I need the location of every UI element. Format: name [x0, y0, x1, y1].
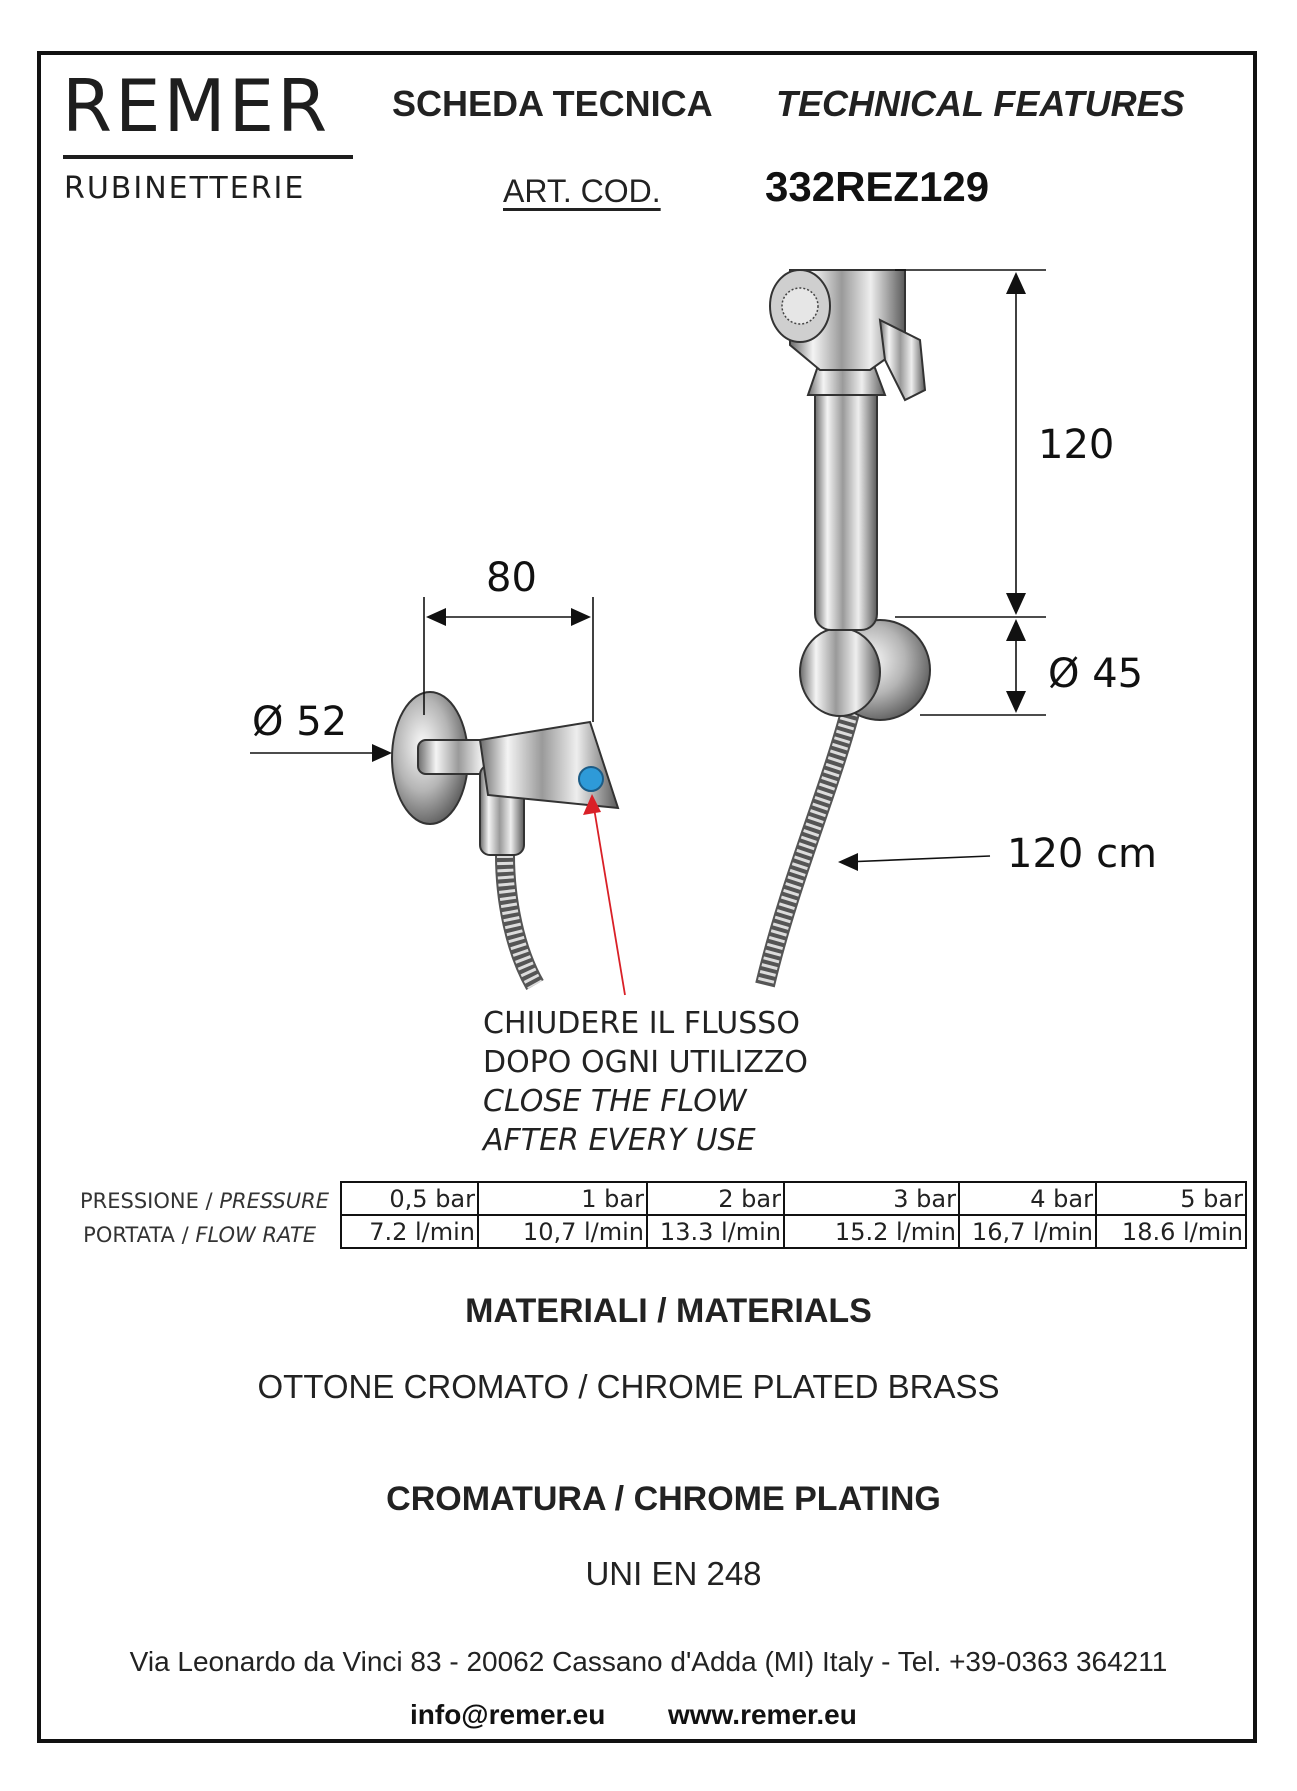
materials-value: OTTONE CROMATO / CHROME PLATED BRASS [257, 1368, 1000, 1405]
article-code-label: ART. COD. [503, 173, 661, 209]
dim-holder-diameter: Ø 45 [1048, 651, 1144, 697]
plating-heading: CROMATURA / CHROME PLATING [386, 1480, 941, 1518]
table-cell: 5 bar [1096, 1182, 1246, 1215]
email-link[interactable]: info@remer.eu [410, 1699, 606, 1730]
plating-value: UNI EN 248 [585, 1555, 762, 1592]
pressure-flow-table [340, 1181, 1247, 1249]
flow-rate-label: PORTATA / FLOW RATE [83, 1223, 316, 1247]
title-italian: SCHEDA TECNICA [392, 83, 713, 124]
usage-note [483, 1004, 808, 1160]
dimension-lines [250, 270, 1046, 862]
table-cell: 7.2 l/min [341, 1215, 478, 1248]
company-address: Via Leonardo da Vinci 83 - 20062 Cassano d'Adda (MI) Italy - Tel. +39-0363 364211 [129, 1646, 1168, 1677]
valve-button [579, 767, 603, 791]
title-english: TECHNICAL FEATURES [776, 83, 1185, 124]
table-row-flow [341, 1215, 1246, 1248]
brand-subtitle: RUBINETTERIE [64, 171, 306, 206]
table-cell: 18.6 l/min [1096, 1215, 1246, 1248]
note-line-4: AFTER EVERY USE [483, 1123, 756, 1158]
table-cell: 15.2 l/min [784, 1215, 959, 1248]
table-cell: 0,5 bar [341, 1182, 478, 1215]
table-cell: 1 bar [478, 1182, 647, 1215]
wall-holder [800, 620, 930, 720]
note-line-1: CHIUDERE IL FLUSSO [483, 1006, 800, 1041]
bidet-handset [770, 270, 925, 630]
table-row-labels [80, 1184, 329, 1252]
dimension-arrowheads [372, 272, 1026, 871]
table-cell: 4 bar [959, 1182, 1096, 1215]
website-link[interactable]: www.remer.eu [668, 1699, 857, 1730]
brand-logo: REMER [62, 64, 331, 148]
table-cell: 10,7 l/min [478, 1215, 647, 1248]
note-line-2: DOPO OGNI UTILIZZO [483, 1045, 809, 1080]
pressure-label: PRESSIONE / PRESSURE [80, 1189, 329, 1213]
note-line-3: CLOSE THE FLOW [483, 1084, 747, 1119]
dim-handset-height: 120 [1038, 422, 1115, 468]
table-cell: 3 bar [784, 1182, 959, 1215]
angle-valve [392, 692, 618, 855]
dim-valve-diameter: Ø 52 [252, 699, 348, 745]
table-row-pressure [341, 1182, 1246, 1215]
article-code: 332REZ129 [765, 163, 990, 210]
dim-hose-length: 120 cm [1007, 831, 1158, 877]
table-cell: 13.3 l/min [647, 1215, 784, 1248]
materials-heading: MATERIALI / MATERIALS [465, 1292, 872, 1330]
red-pointer-arrow [583, 794, 625, 995]
dim-valve-depth: 80 [486, 555, 537, 601]
table-cell: 16,7 l/min [959, 1215, 1096, 1248]
table-cell: 2 bar [647, 1182, 784, 1215]
